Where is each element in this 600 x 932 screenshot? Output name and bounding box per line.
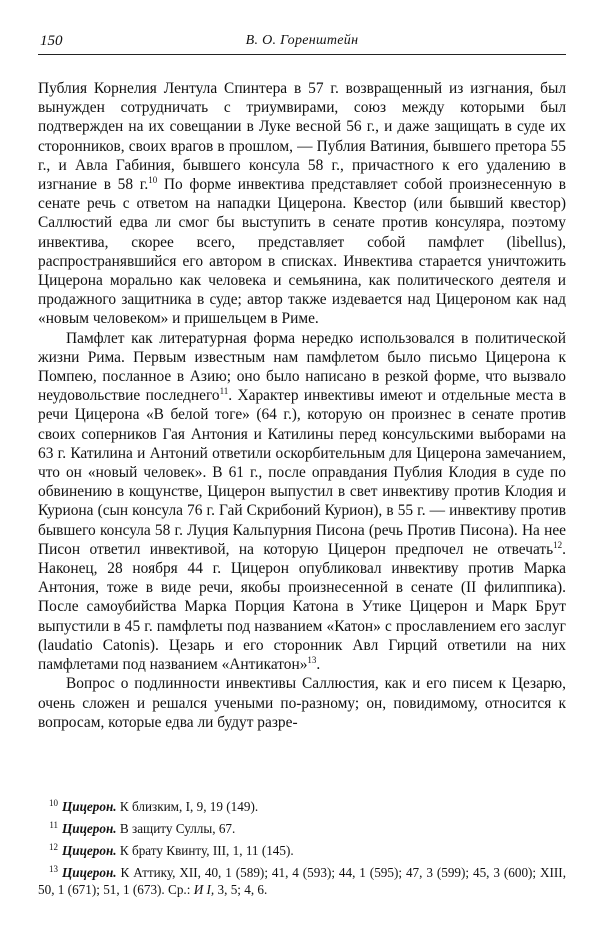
footnote-text: К Аттику, XII, 40, 1 (589); 41, 4 (593); 44, 1 (595); 47, 3 (599); 45, 3 (600); XIII, 50, 1 (671); 51, 1 (673). Ср.:	[38, 865, 566, 897]
footnote	[38, 795, 566, 815]
paragraph	[38, 674, 566, 732]
footnote-ref: 13	[307, 655, 317, 666]
text-run: Памфлет как литературная форма нередко использовался в политической жизни Рима. Первым известным нам памфлетом было письмо Цицерона к Помпею, посланное в Азию; оно было написано в резкой форме, что вызвало неудовольствие последнего	[38, 329, 566, 405]
page	[38, 30, 566, 732]
footnote	[38, 817, 566, 837]
text-run: Вопрос о подлинности инвективы Саллюстия, как и его писем к Цезарю, очень сложен и решался учеными по-разному; он, повидимому, относится к вопросам, которые едва ли будут разре-	[38, 675, 566, 731]
body-text	[38, 79, 566, 732]
text-run: . Характер инвективы имеют и отдельные места в речи Цицерона «В белой тоге» (64 г.), которую он произнес в сенате против своих соперников Гая Антония и Катилины перед консульскими выборами на 63 г. Катилина и Антоний ответили оскорбительным для Цицерона замечанием, что он «новый человек». В 61 г., после оправдания Публия Клодия в суде по обвинению в кощунстве, Цицерон выпустил в свет инвективу против Клодия и Куриона (сын консула 76 г. Гай Скрибоний Курион), в 55 г. — инвективу против бывшего консула 58 г. Луция Кальпурния Писона (речь Против Писона). На нее Писон ответил инвективой, на которую Цицерон предпочел не отвечать	[38, 387, 566, 558]
running-head: В. О. Горенштейн	[245, 33, 359, 48]
footnote-number: 12	[49, 842, 58, 852]
footnote-ref: 10	[148, 175, 158, 186]
footnote-number: 13	[49, 864, 58, 874]
footnote-tail: 3, 5; 4, 6.	[214, 882, 268, 897]
footnote-italic: И I,	[193, 882, 215, 897]
paragraph	[38, 329, 566, 675]
footnote-ref: 12	[553, 539, 563, 550]
text-run: .	[316, 656, 321, 674]
footnote-author: Цицерон.	[62, 865, 117, 880]
page-header	[38, 30, 566, 55]
paragraph	[38, 79, 566, 329]
footnote-ref: 11	[219, 386, 229, 397]
footnote	[38, 861, 566, 898]
footnote-author: Цицерон.	[62, 821, 117, 836]
footnote-author: Цицерон.	[62, 799, 117, 814]
footnote-text: В защиту Суллы, 67.	[116, 821, 236, 836]
footnote	[38, 839, 566, 859]
footnotes	[38, 795, 566, 900]
footnote-author: Цицерон.	[62, 843, 117, 858]
footnote-number: 11	[49, 820, 58, 830]
text-run: Публия Корнелия Лентула Спинтера в 57 г. возвращенный из изгнания, был вынужден сотрудничать с триумвирами, союз между которыми был подтвержден на их совещании в Луке весной 56 г., и даже защищать в суде их сторонников, своих врагов в прошлом, — Публия Ватиния, бывшего претора 55 г., и Авла Габиния, бывшего консула 58 г., причастного к его удалению в изгнание в 58 г.	[38, 80, 566, 194]
footnote-text: К брату Квинту, III, 1, 11 (145).	[116, 843, 294, 858]
footnote-number: 10	[49, 798, 58, 808]
page-number: 150	[40, 33, 63, 49]
footnote-text: К близким, I, 9, 19 (149).	[116, 799, 259, 814]
text-run: . Наконец, 28 ноября 44 г. Цицерон опубликовал инвективу против Марка Антония, тоже в виде речи, якобы произнесенной в сенате (II филиппика). После самоубийства Марка Порция Катона в Утике Цицерон и Марк Брут выпустили в 45 г. памфлеты под названием «Катон» с прославлением его заслуг (laudatio Catonis). Цезарь и его сторонник Авл Гирций ответили на них памфлетами под названием «Антикатон»	[38, 540, 566, 674]
text-run: По форме инвектива представляет собой произнесенную в сенате речь с ответом на нападки Цицерона. Квестор (или бывший квестор) Саллюстий едва ли смог бы выступить в сенате против консуляра, поэтому инвектива, скорее всего, представляет собой памфлет (libellus), распространявшийся его автором в списках. Инвектива старается уничтожить Цицерона морально как человека и семьянина, как политического деятеля и продажного защитника в суде; автор также издевается над Цицероном как над «новым человеком» и пришельцем в Риме.	[38, 176, 567, 328]
